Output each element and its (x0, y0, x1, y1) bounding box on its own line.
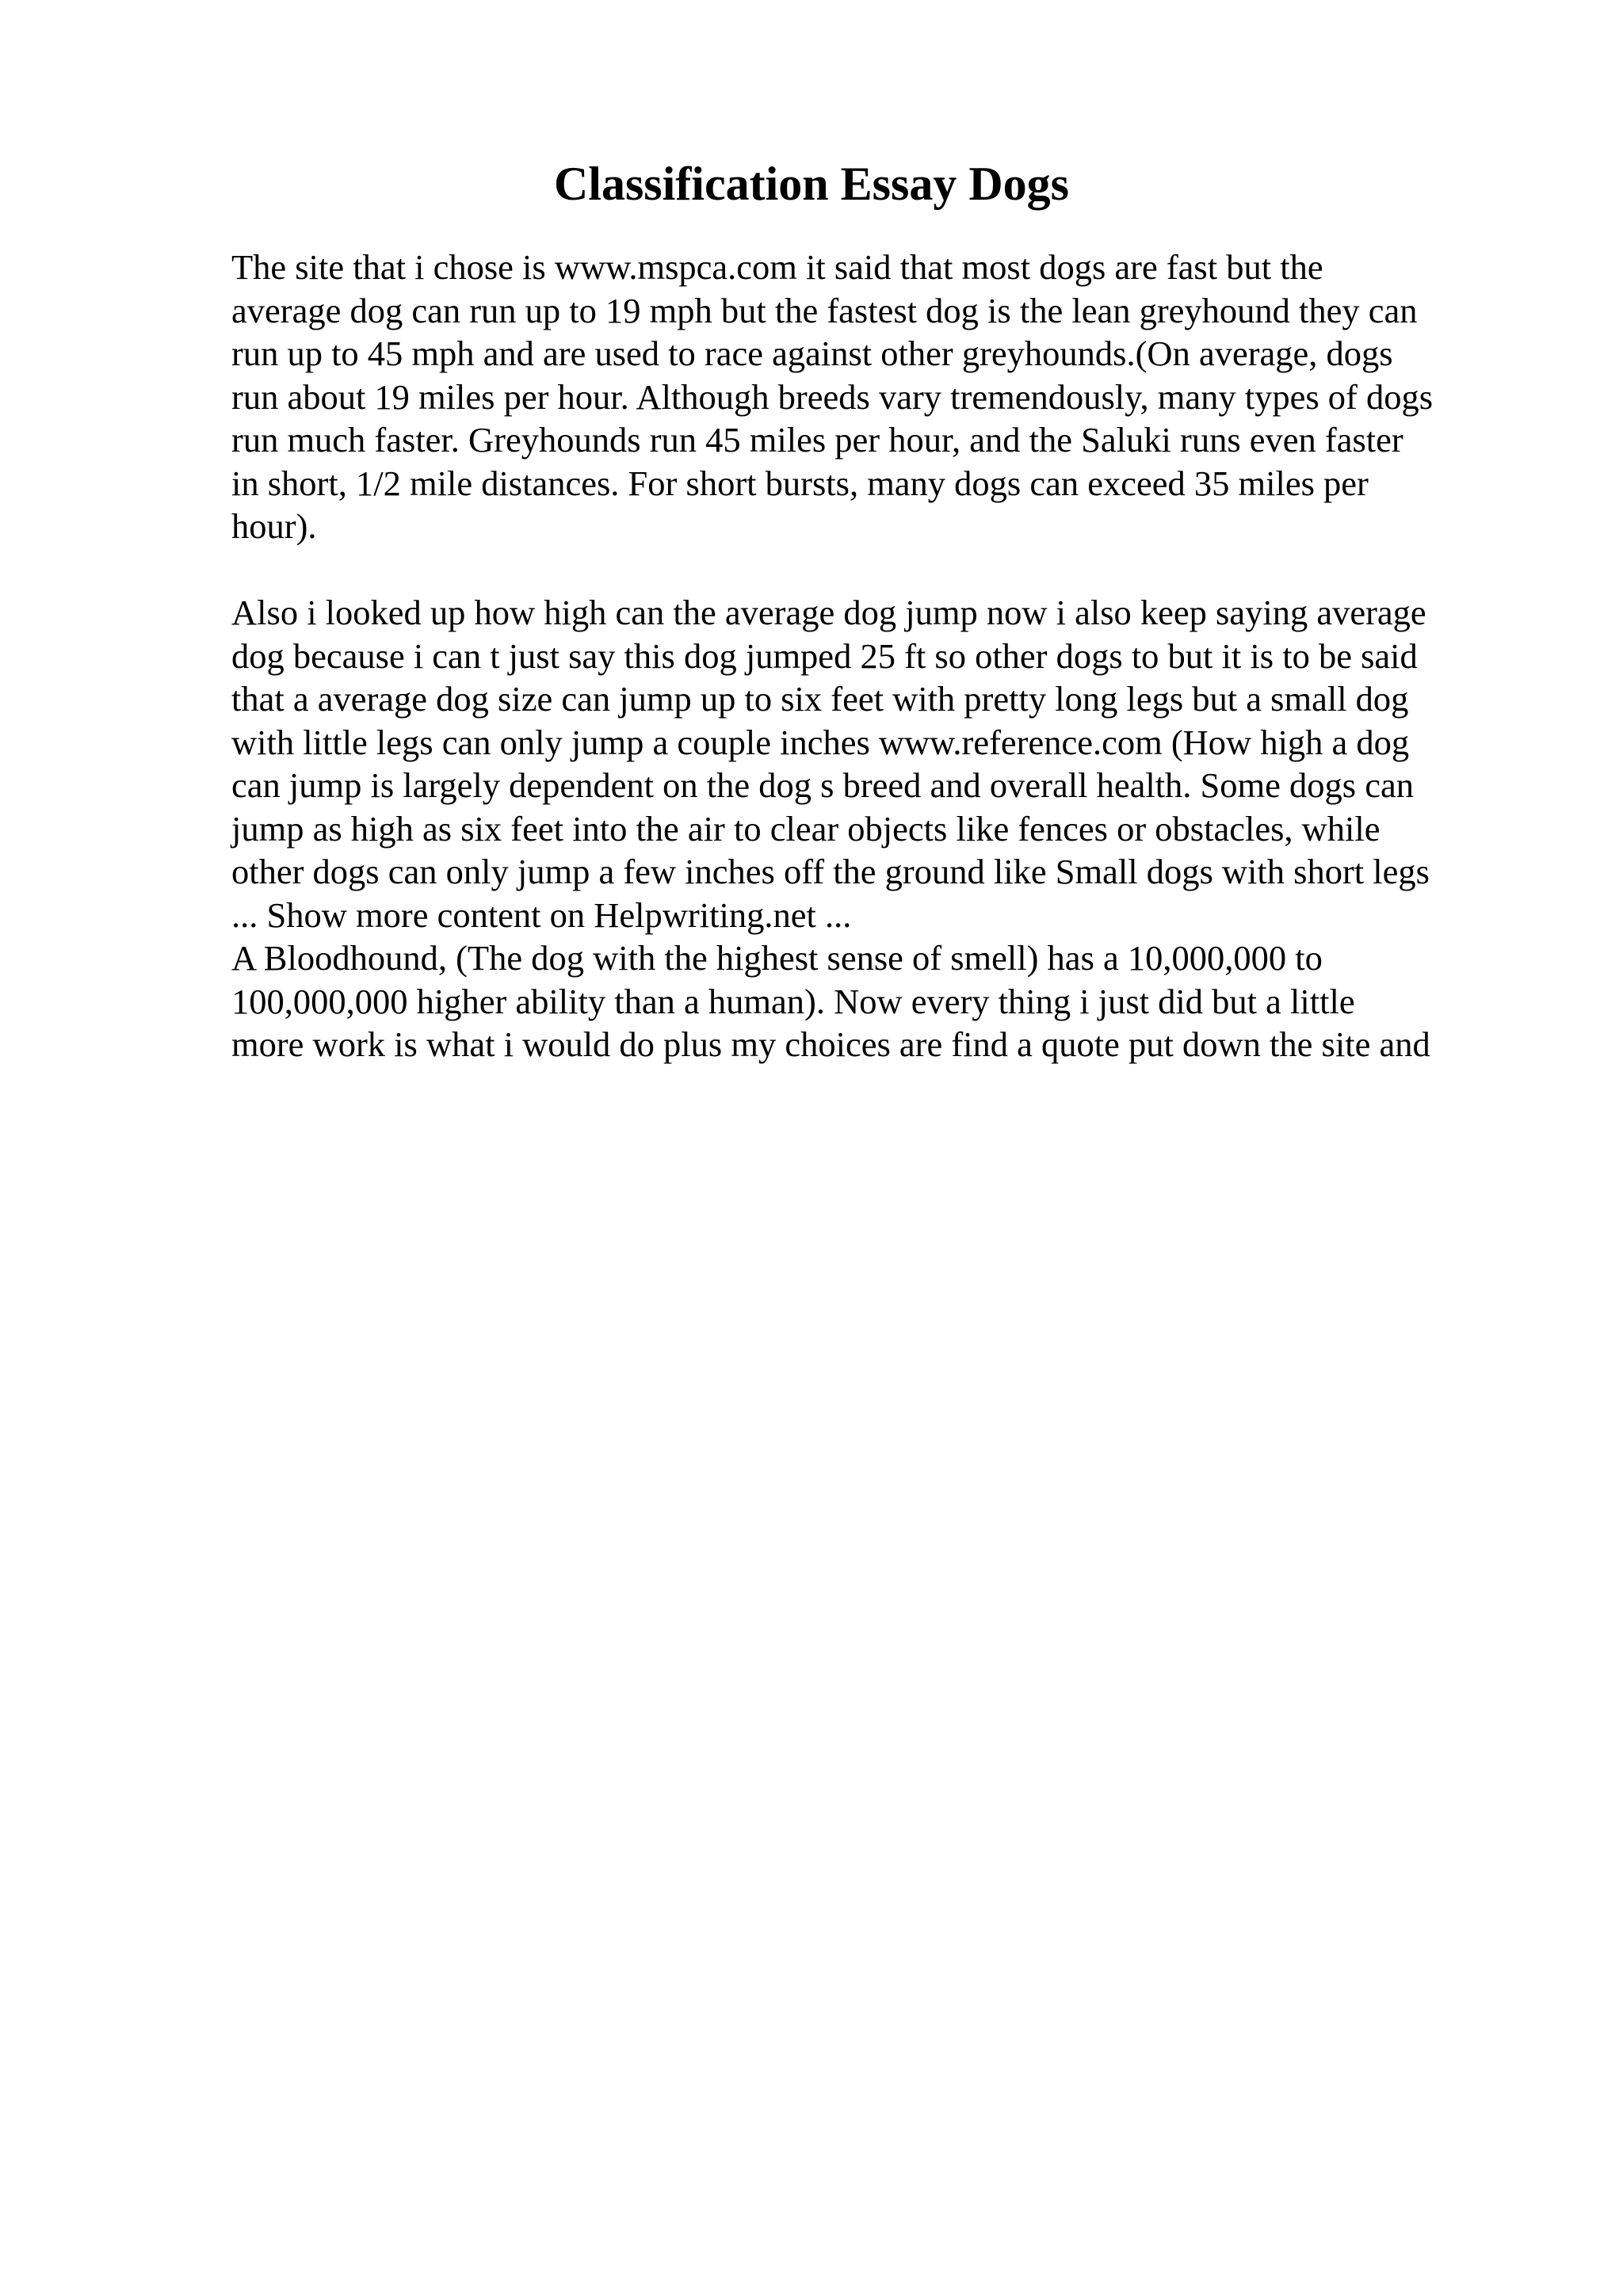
text-line: The site that i chose is www.mspca.com it said that most dogs are fast but the (231, 247, 1323, 287)
text-line: run much faster. Greyhounds run 45 miles per hour, and the Saluki runs even faster (231, 420, 1403, 460)
text-line: jump as high as six feet into the air to clear objects like fences or obstacles, while (231, 808, 1381, 849)
paragraph-2 (231, 591, 1499, 1066)
text-line: that a average dog size can jump up to six feet with pretty long legs but a small dog (231, 679, 1409, 719)
text-line: Also i looked up how high can the average dog jump now i also keep saying average (231, 593, 1426, 632)
page-title: Classification Essay Dogs (553, 158, 1070, 210)
text-line: in short, 1/2 mile distances. For short bursts, many dogs can exceed 35 miles per (231, 463, 1369, 503)
text-line: 100,000,000 higher ability than a human). Now every thing i just did but a little (231, 981, 1355, 1021)
text-line: average dog can run up to 19 mph but the fastest dog is the lean greyhound they can (231, 290, 1418, 330)
text-line: dog because i can t just say this dog jumped 25 ft so other dogs to but it is to be said (231, 635, 1418, 676)
text-line: can jump is largely dependent on the dog s breed and overall health. Some dogs can (231, 765, 1414, 805)
text-line: run about 19 miles per hour. Although breeds vary tremendously, many types of dogs (231, 376, 1434, 417)
paragraph-1 (231, 246, 1499, 548)
show-more-content: ... Show more content on Helpwriting.net ... (231, 894, 852, 935)
text-line: other dogs can only jump a few inches off the ground like Small dogs with short legs (231, 852, 1430, 891)
text-line: A Bloodhound, (The dog with the highest sense of smell) has a 10,000,000 to (231, 938, 1323, 978)
essay-body (231, 246, 1499, 1066)
text-line: run up to 45 mph and are used to race against other greyhounds.(On average, dogs (231, 334, 1393, 373)
text-line: hour). (231, 506, 317, 546)
paragraph-spacer (231, 548, 1499, 592)
text-line: more work is what i would do plus my choices are find a quote put down the site and (231, 1024, 1430, 1064)
text-line: with little legs can only jump a couple inches www.reference.com (How high a dog (231, 722, 1410, 762)
